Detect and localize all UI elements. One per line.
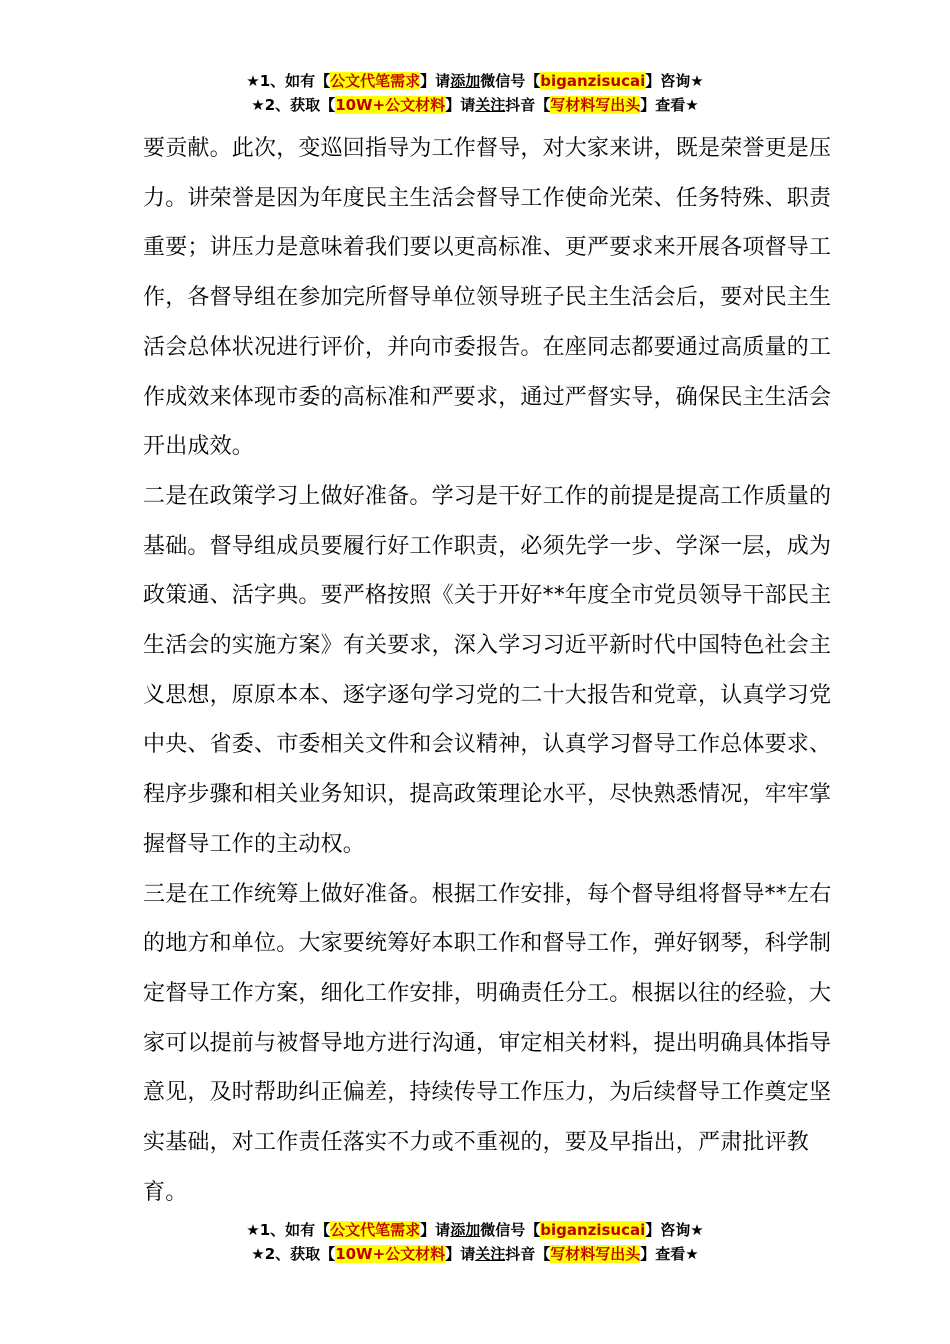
materials-highlight: 10W+公文材料 <box>335 96 446 114</box>
douyin-id-highlight: 写材料写出头 <box>550 1245 641 1263</box>
footer-banner <box>0 1218 950 1266</box>
header-banner-line-1: ★1、如有【公文代笔需求】请添加微信号【biganzisucai】咨询★ <box>246 72 704 90</box>
document-body <box>143 124 843 1217</box>
header-banner <box>0 69 950 117</box>
douyin-id-highlight: 写材料写出头 <box>550 96 641 114</box>
header-banner-line-2: ★2、获取【10W+公文材料】请关注抖音【写材料写出头】查看★ <box>251 96 699 114</box>
footer-banner-line-1: ★1、如有【公文代笔需求】请添加微信号【biganzisucai】咨询★ <box>246 1221 704 1239</box>
footer-banner-line-2: ★2、获取【10W+公文材料】请关注抖音【写材料写出头】查看★ <box>251 1245 699 1263</box>
code-writing-highlight: 公文代笔需求 <box>330 1221 421 1239</box>
paragraph-2: 二是在政策学习上做好准备。学习是干好工作的前提是提高工作质量的基础。督导组成员要履行好工作职责，必须先学一步、学深一层，成为政策通、活字典。要严格按照《关于开好**年度全市党员领导干部民主生活会的实施方案》有关要求，深入学习习近平新时代中国特色社会主义思想，原原本本、逐字逐句学习党的二十大报告和党章，认真学习党中央、省委、市委相关文件和会议精神，认真学习督导工作总体要求、程序步骤和相关业务知识，提高政策理论水平，尽快熟悉情况，牢牢掌握督导工作的主动权。 <box>143 483 832 857</box>
paragraph-3: 三是在工作统筹上做好准备。根据工作安排，每个督导组将督导**左右的地方和单位。大家要统筹好本职工作和督导工作，弹好钢琴，科学制定督导工作方案，细化工作安排，明确责任分工。根据以往的经验，大家可以提前与被督导地方进行沟通，审定相关材料，提出明确具体指导意见，及时帮助纠正偏差，持续传导工作压力，为后续督导工作奠定坚实基础，对工作责任落实不力或不重视的，要及早指出，严肃批评教育。 <box>143 881 832 1205</box>
wechat-id-highlight: biganzisucai <box>540 1221 646 1239</box>
code-writing-highlight: 公文代笔需求 <box>330 72 421 90</box>
materials-highlight: 10W+公文材料 <box>335 1245 446 1263</box>
paragraph-1: 要贡献。此次，变巡回指导为工作督导，对大家来讲，既是荣誉更是压力。讲荣誉是因为年度民主生活会督导工作使命光荣、任务特殊、职责重要；讲压力是意味着我们要以更高标准、更严要求来开展各项督导工作，各督导组在参加完所督导单位领导班子民主生活会后，要对民主生活会总体状况进行评价，并向市委报告。在座同志都要通过高质量的工作成效来体现市委的高标准和严要求，通过严督实导，确保民主生活会开出成效。 <box>143 136 832 460</box>
wechat-id-highlight: biganzisucai <box>540 72 646 90</box>
